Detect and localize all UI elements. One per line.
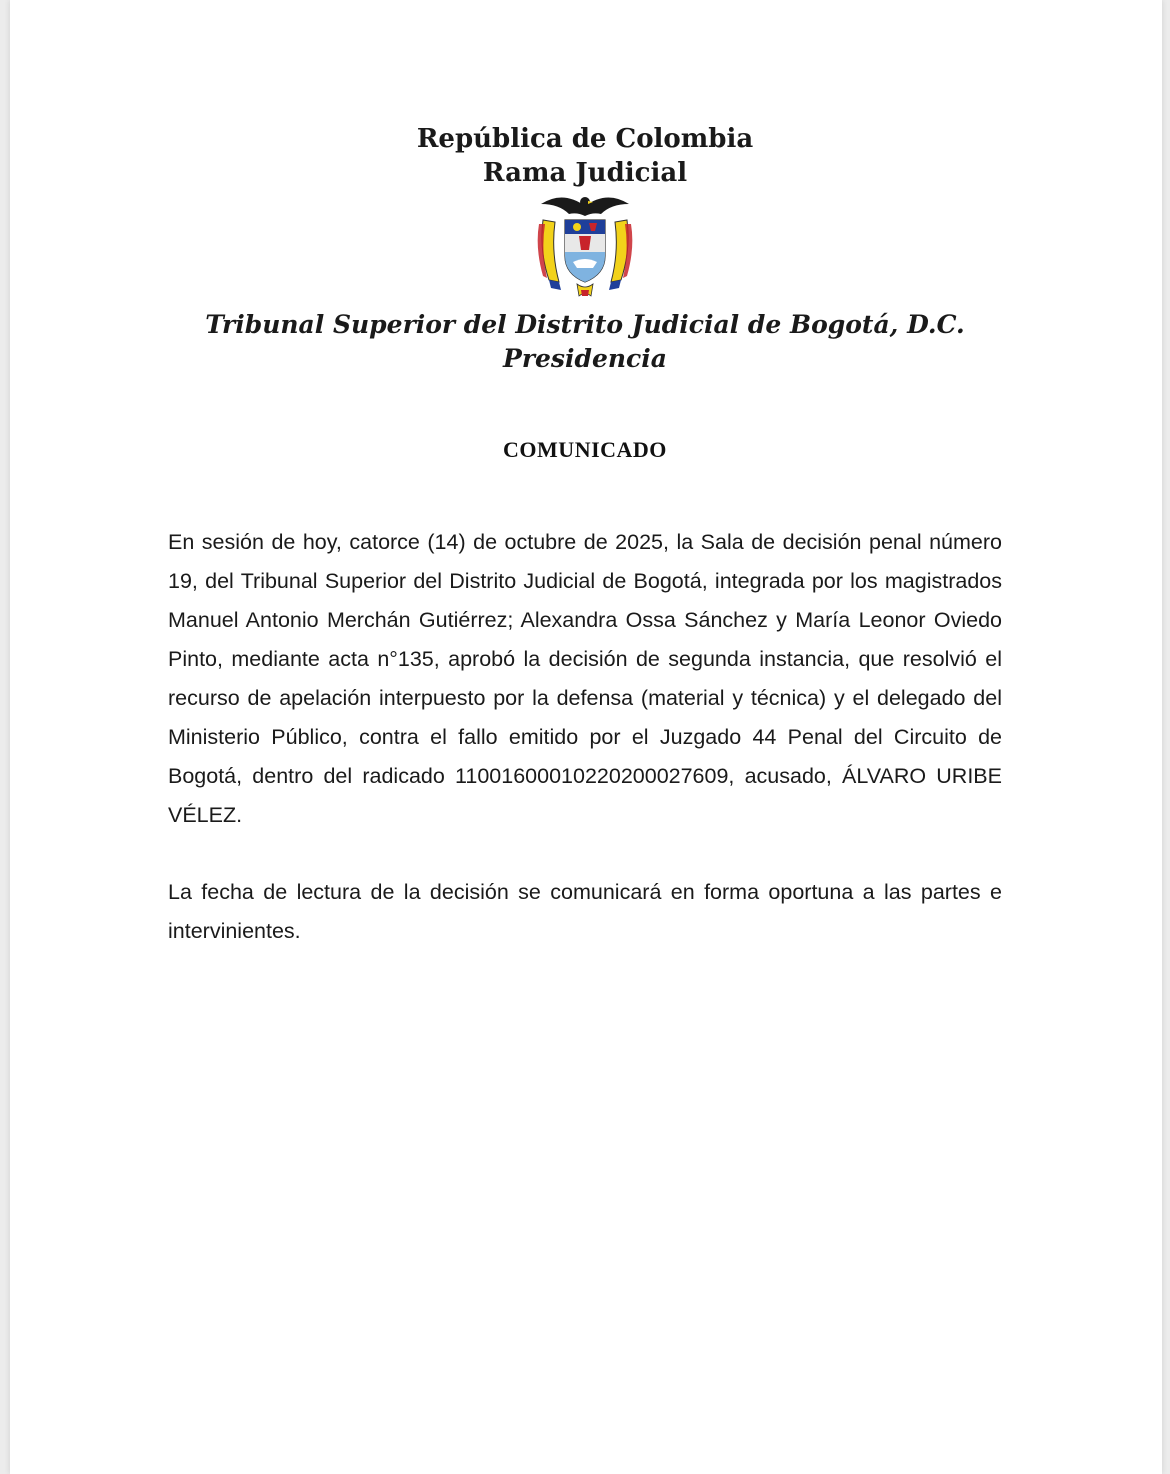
- paragraph-decision: En sesión de hoy, catorce (14) de octubre de 2025, la Sala de decisión penal número 19, del Tribunal Superior del Distrito Judicial de Bogotá, integrada por los magistrados Manuel Antonio Merchán Gutiérrez; Alexandra Ossa Sánchez y María Leonor Oviedo Pinto, mediante acta n°135, aprobó la decisión de segunda instancia, que resolvió el recurso de apelación interpuesto por la defensa (material y técnica) y el delegado del Ministerio Público, contra el fallo emitido por el Juzgado 44 Penal del Circuito de Bogotá, dentro del radicado 11001600010220200027609, acusado, ÁLVARO URIBE VÉLEZ.: [168, 530, 1002, 827]
- header-branch: Rama Judicial: [482, 158, 688, 188]
- header-country: República de Colombia: [416, 124, 754, 154]
- court-name: Tribunal Superior del Distrito Judicial de Bogotá, D.C.: [205, 310, 965, 339]
- document-title: COMUNICADO: [503, 437, 667, 462]
- court-office: Presidencia: [503, 344, 667, 373]
- paragraph-reading-date: La fecha de lectura de la decisión se comunicará en forma oportuna a las partes e intervinientes.: [168, 880, 1002, 943]
- colombia-coat-of-arms-icon: [533, 190, 637, 302]
